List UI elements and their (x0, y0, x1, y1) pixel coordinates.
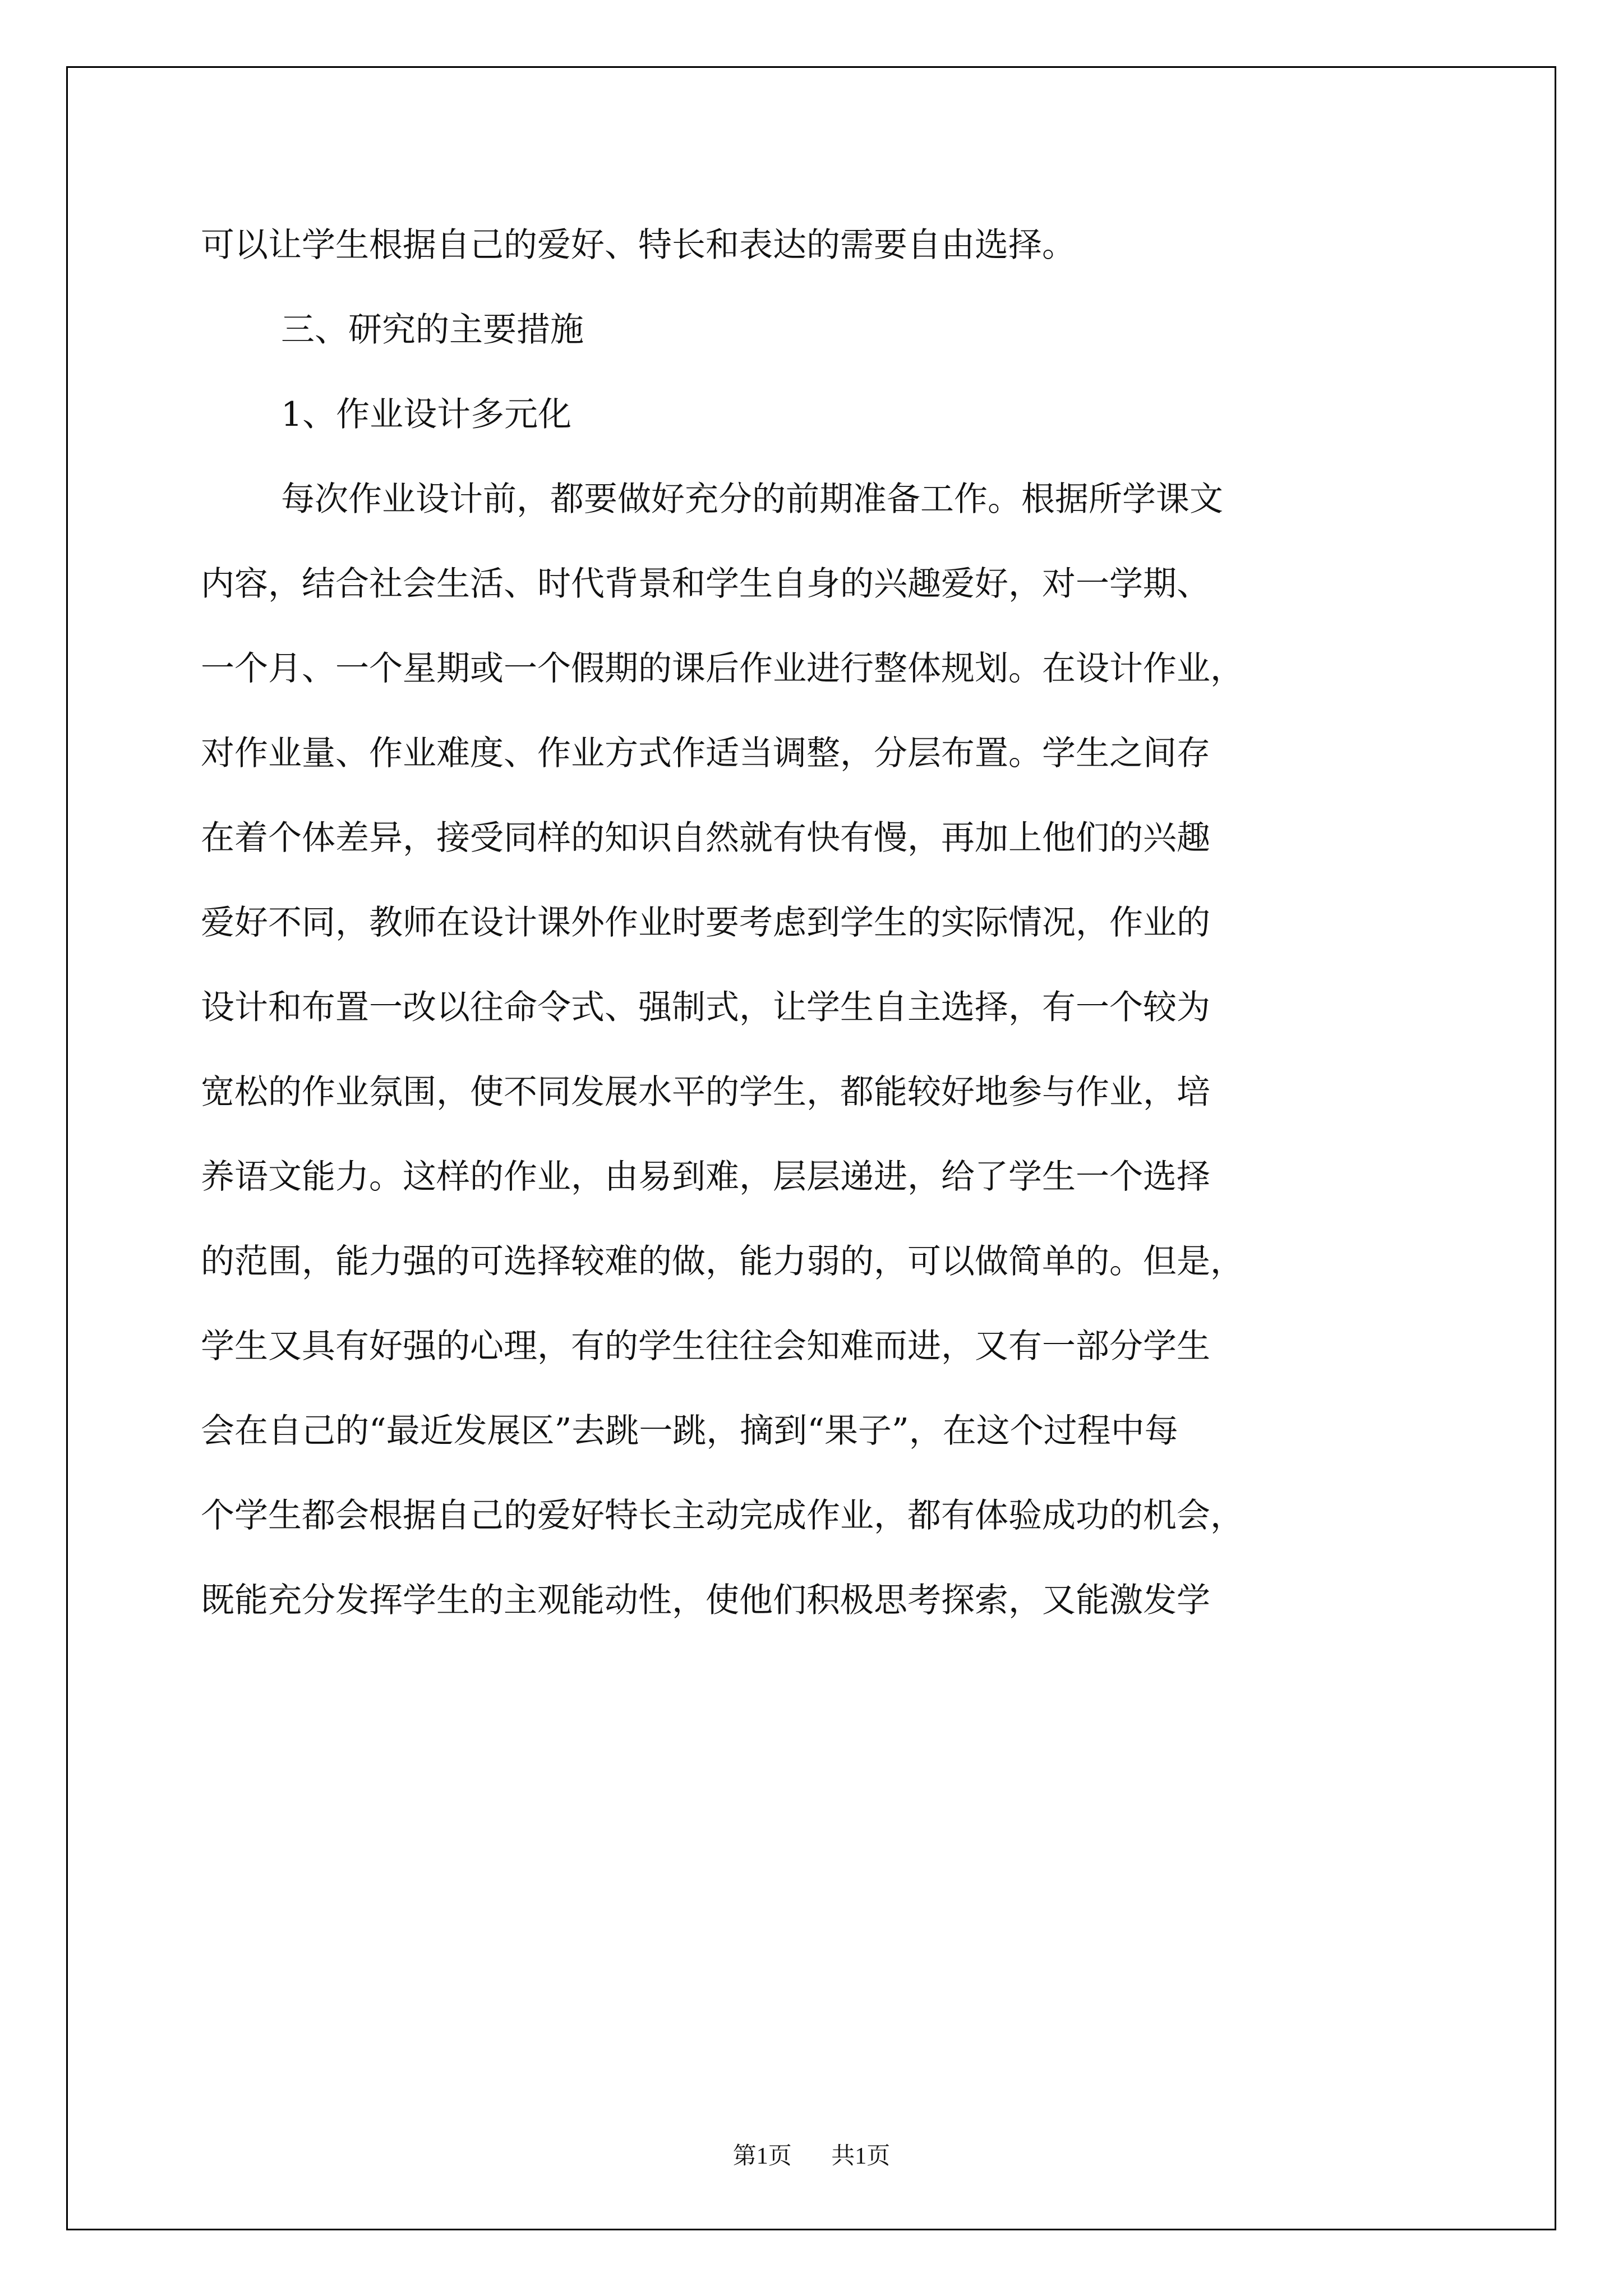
text-line: 会在自己的“最近发展区”去跳一跳，摘到“果子”，在这个过程中每 (201, 1411, 1178, 1451)
text-line: 在着个体差异，接受同样的知识自然就有快有慢，再加上他们的兴趣 (201, 818, 1210, 858)
subsection-heading: 1、作业设计多元化 (281, 395, 572, 434)
text-line: 对作业量、作业难度、作业方式作适当调整，分层布置。学生之间存 (201, 734, 1210, 773)
text-line: 宽松的作业氛围，使不同发展水平的学生，都能较好地参与作业，培 (201, 1073, 1210, 1112)
text-line: 爱好不同，教师在设计课外作业时要考虑到学生的实际情况，作业的 (201, 903, 1210, 942)
text-line: 既能充分发挥学生的主观能动性，使他们积极思考探索，又能激发学 (201, 1581, 1210, 1620)
page-footer (0, 2137, 1623, 2171)
document-body (201, 203, 1435, 1643)
text-line: 一个月、一个星期或一个假期的课后作业进行整体规划。在设计作业， (201, 649, 1244, 688)
section-heading: 三、研究的主要措施 (281, 310, 584, 349)
text-line: 学生又具有好强的心理，有的学生往往会知难而进，又有一部分学生 (201, 1327, 1210, 1366)
page-number: 第1页 (732, 2143, 792, 2169)
text-line: 个学生都会根据自己的爱好特长主动完成作业，都有体验成功的机会， (201, 1496, 1244, 1535)
text-line: 养语文能力。这样的作业，由易到难，层层递进，给了学生一个选择 (201, 1157, 1210, 1197)
text-line: 设计和布置一改以往命令式、强制式，让学生自主选择，有一个较为 (201, 988, 1210, 1027)
page-total: 共1页 (831, 2143, 891, 2169)
text-line: 可以让学生根据自己的爱好、特长和表达的需要自由选择。 (201, 226, 1076, 265)
text-line: 内容，结合社会生活、时代背景和学生自身的兴趣爱好，对一学期、 (201, 564, 1210, 604)
text-line: 的范围，能力强的可选择较难的做，能力弱的，可以做简单的。但是， (201, 1242, 1244, 1281)
text-line: 每次作业设计前，都要做好充分的前期准备工作。根据所学课文 (281, 480, 1223, 519)
